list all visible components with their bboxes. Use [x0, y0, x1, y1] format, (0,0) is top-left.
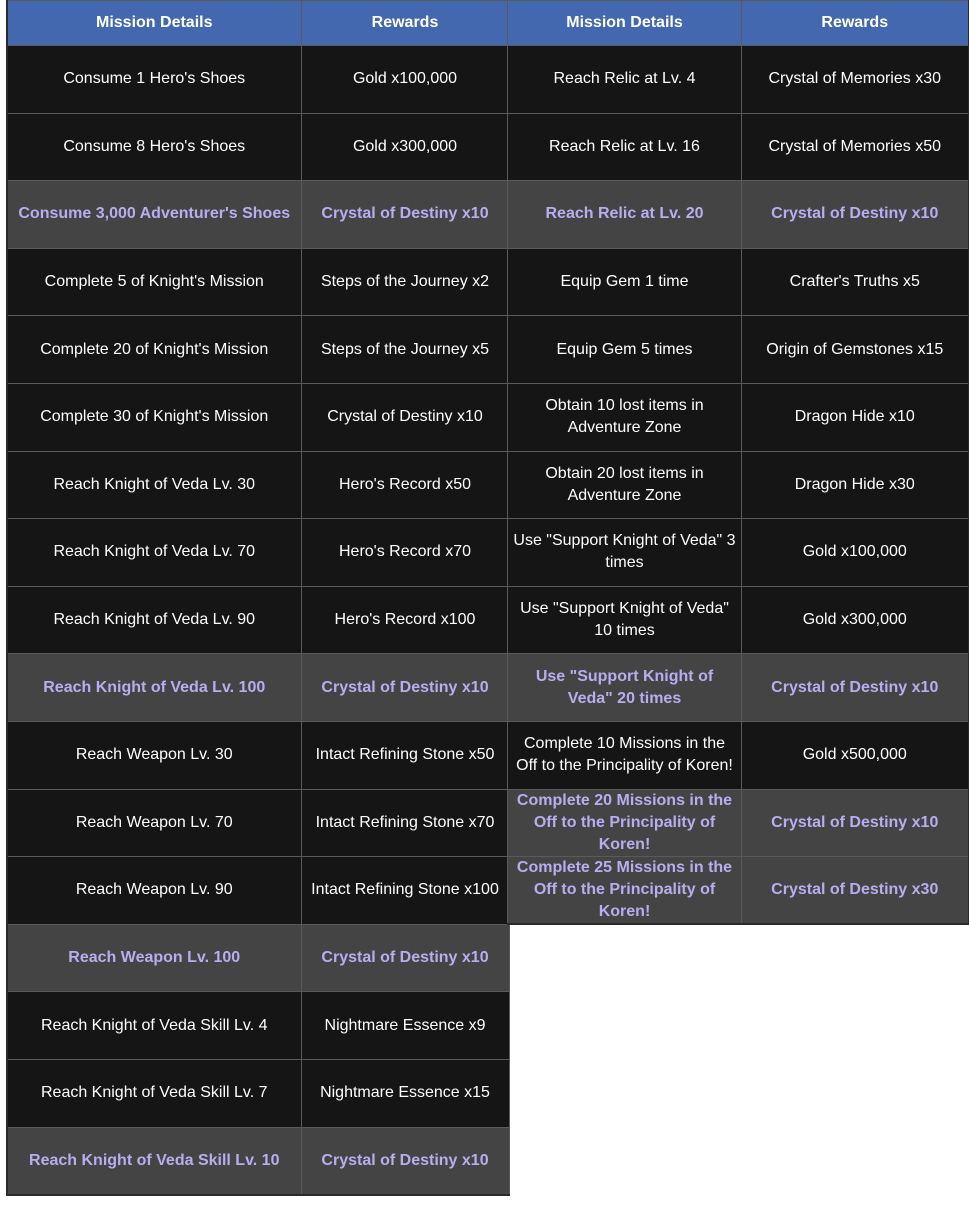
table-header-row	[508, 1, 969, 46]
table-row	[7, 924, 509, 992]
mission-detail-cell: Reach Weapon Lv. 90	[7, 857, 301, 925]
table-row	[508, 721, 969, 789]
table-row	[508, 46, 969, 114]
table-row	[508, 857, 969, 925]
mission-detail-cell: Reach Weapon Lv. 100	[7, 924, 301, 992]
mission-details-header: Mission Details	[508, 1, 742, 46]
table-row	[7, 721, 509, 789]
table-row	[508, 519, 969, 587]
table-row	[7, 248, 509, 316]
reward-cell: Intact Refining Stone x50	[301, 721, 509, 789]
mission-detail-cell: Use "Support Knight of Veda" 20 times	[508, 654, 742, 722]
table-row	[508, 316, 969, 384]
mission-detail-cell: Consume 1 Hero's Shoes	[7, 46, 301, 114]
table-row	[7, 992, 509, 1060]
mission-detail-cell: Reach Knight of Veda Skill Lv. 10	[7, 1127, 301, 1195]
mission-detail-cell: Reach Relic at Lv. 4	[508, 46, 742, 114]
mission-detail-cell: Obtain 10 lost items in Adventure Zone	[508, 383, 742, 451]
reward-cell: Nightmare Essence x15	[301, 1059, 509, 1127]
reward-cell: Crystal of Memories x30	[742, 46, 969, 114]
table-row	[508, 789, 969, 857]
reward-cell: Steps of the Journey x5	[301, 316, 509, 384]
reward-cell: Crystal of Destiny x10	[301, 654, 509, 722]
missions-table-left-body	[7, 46, 509, 1195]
missions-table-left	[6, 0, 510, 1196]
mission-detail-cell: Reach Knight of Veda Lv. 70	[7, 519, 301, 587]
table-row	[7, 451, 509, 519]
mission-detail-cell: Complete 30 of Knight's Mission	[7, 383, 301, 451]
mission-detail-cell: Reach Weapon Lv. 30	[7, 721, 301, 789]
reward-cell: Origin of Gemstones x15	[742, 316, 969, 384]
table-row	[7, 316, 509, 384]
reward-cell: Crystal of Destiny x10	[301, 181, 509, 249]
mission-detail-cell: Reach Relic at Lv. 20	[508, 181, 742, 249]
mission-detail-cell: Reach Knight of Veda Lv. 30	[7, 451, 301, 519]
mission-detail-cell: Complete 20 Missions in the Off to the Principality of Koren!	[508, 789, 742, 857]
reward-cell: Crystal of Destiny x10	[742, 654, 969, 722]
table-row	[508, 654, 969, 722]
mission-detail-cell: Consume 3,000 Adventurer's Shoes	[7, 181, 301, 249]
reward-cell: Crystal of Destiny x10	[301, 924, 509, 992]
table-row	[7, 519, 509, 587]
table-row	[508, 181, 969, 249]
reward-cell: Crafter's Truths x5	[742, 248, 969, 316]
reward-cell: Crystal of Destiny x10	[742, 789, 969, 857]
mission-detail-cell: Equip Gem 1 time	[508, 248, 742, 316]
reward-cell: Gold x500,000	[742, 721, 969, 789]
reward-cell: Steps of the Journey x2	[301, 248, 509, 316]
mission-detail-cell: Reach Knight of Veda Lv. 100	[7, 654, 301, 722]
mission-detail-cell: Equip Gem 5 times	[508, 316, 742, 384]
table-row	[7, 586, 509, 654]
mission-detail-cell: Complete 10 Missions in the Off to the Principality of Koren!	[508, 721, 742, 789]
table-row	[7, 1059, 509, 1127]
table-row	[7, 857, 509, 925]
rewards-header: Rewards	[301, 1, 509, 46]
reward-cell: Crystal of Destiny x10	[742, 181, 969, 249]
table-row	[508, 383, 969, 451]
table-row	[508, 451, 969, 519]
reward-cell: Hero's Record x50	[301, 451, 509, 519]
reward-cell: Intact Refining Stone x70	[301, 789, 509, 857]
mission-detail-cell: Reach Knight of Veda Lv. 90	[7, 586, 301, 654]
reward-cell: Crystal of Destiny x10	[301, 383, 509, 451]
mission-details-header: Mission Details	[7, 1, 301, 46]
mission-detail-cell: Complete 5 of Knight's Mission	[7, 248, 301, 316]
reward-cell: Crystal of Destiny x30	[742, 857, 969, 925]
mission-detail-cell: Complete 20 of Knight's Mission	[7, 316, 301, 384]
table-row	[7, 181, 509, 249]
mission-detail-cell: Reach Knight of Veda Skill Lv. 7	[7, 1059, 301, 1127]
table-header-row	[7, 1, 509, 46]
table-row	[7, 1127, 509, 1195]
mission-detail-cell: Consume 8 Hero's Shoes	[7, 113, 301, 181]
mission-detail-cell: Reach Knight of Veda Skill Lv. 4	[7, 992, 301, 1060]
reward-cell: Hero's Record x100	[301, 586, 509, 654]
table-row	[7, 46, 509, 114]
table-row	[7, 383, 509, 451]
reward-cell: Hero's Record x70	[301, 519, 509, 587]
reward-cell: Crystal of Destiny x10	[301, 1127, 509, 1195]
mission-detail-cell: Reach Relic at Lv. 16	[508, 113, 742, 181]
reward-cell: Nightmare Essence x9	[301, 992, 509, 1060]
table-row	[7, 654, 509, 722]
reward-cell: Gold x300,000	[742, 586, 969, 654]
rewards-header: Rewards	[742, 1, 969, 46]
mission-detail-cell: Use "Support Knight of Veda" 3 times	[508, 519, 742, 587]
mission-detail-cell: Obtain 20 lost items in Adventure Zone	[508, 451, 742, 519]
mission-detail-cell: Use "Support Knight of Veda" 10 times	[508, 586, 742, 654]
reward-cell: Crystal of Memories x50	[742, 113, 969, 181]
reward-cell: Dragon Hide x30	[742, 451, 969, 519]
table-row	[508, 586, 969, 654]
reward-cell: Intact Refining Stone x100	[301, 857, 509, 925]
reward-cell: Dragon Hide x10	[742, 383, 969, 451]
table-row	[7, 789, 509, 857]
mission-detail-cell: Complete 25 Missions in the Off to the Principality of Koren!	[508, 857, 742, 925]
reward-cell: Gold x100,000	[301, 46, 509, 114]
table-row	[508, 248, 969, 316]
reward-cell: Gold x100,000	[742, 519, 969, 587]
missions-table-right	[507, 0, 969, 925]
table-row	[7, 113, 509, 181]
table-row	[508, 113, 969, 181]
missions-table-right-body	[508, 46, 969, 925]
mission-detail-cell: Reach Weapon Lv. 70	[7, 789, 301, 857]
reward-cell: Gold x300,000	[301, 113, 509, 181]
